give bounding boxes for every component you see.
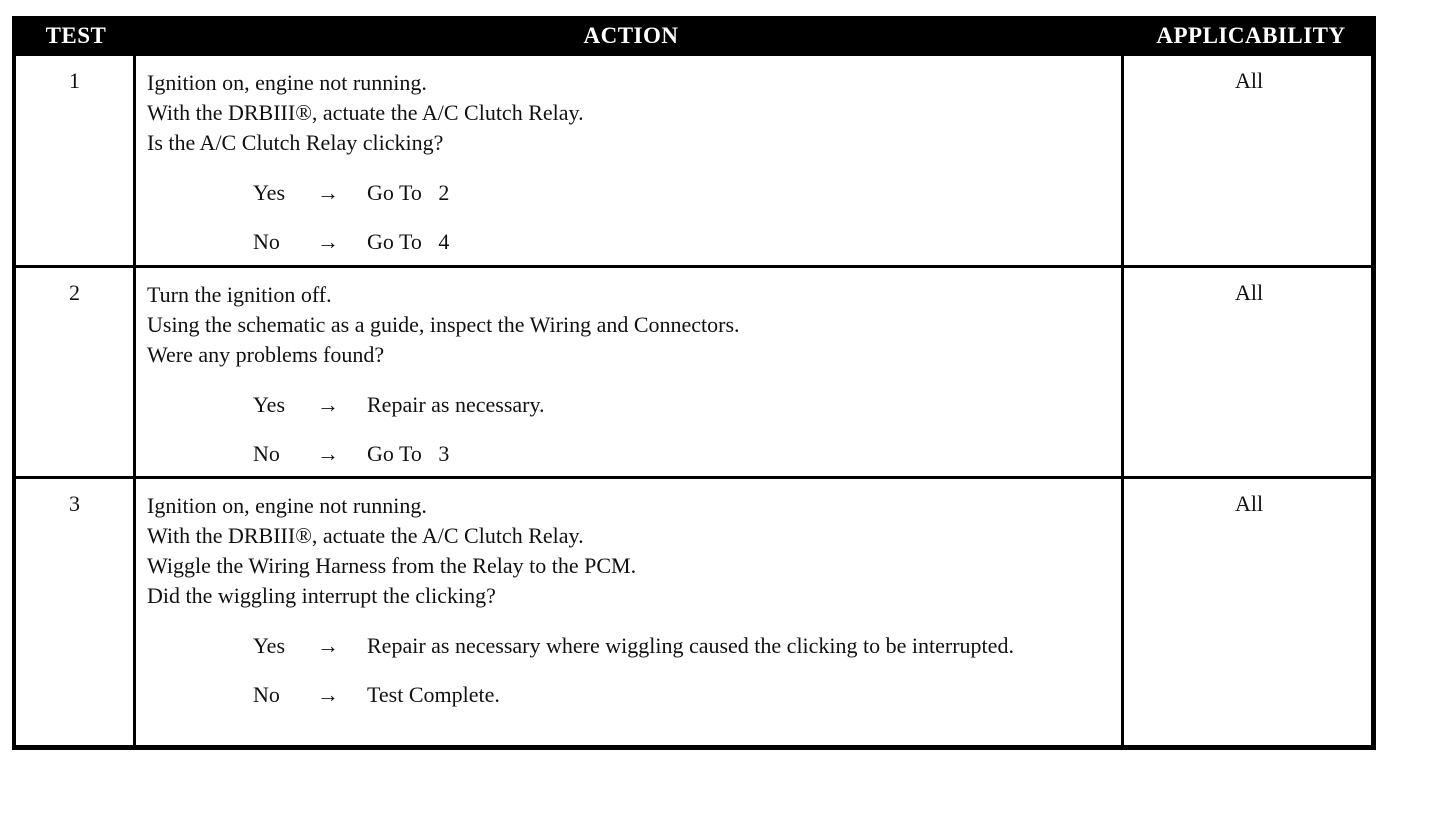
choice-yes xyxy=(253,631,1115,661)
action-line: With the DRBIII®, actuate the A/C Clutch Relay. xyxy=(147,523,584,548)
arrow-icon: → xyxy=(317,682,339,707)
choice-text: Go To 4 xyxy=(367,229,450,254)
choice-text: Repair as necessary. xyxy=(367,392,545,417)
test-number: 2 xyxy=(69,280,80,305)
arrow-icon: → xyxy=(317,392,339,417)
action-line: Using the schematic as a guide, inspect the Wiring and Connectors. xyxy=(147,312,740,337)
choice-text: Go To 3 xyxy=(367,441,450,466)
header-action: ACTION xyxy=(583,23,679,48)
choice-label: Yes xyxy=(253,633,286,658)
action-line: With the DRBIII®, actuate the A/C Clutch Relay. xyxy=(147,100,584,125)
choice-no xyxy=(253,439,1115,469)
arrow-icon: → xyxy=(317,441,339,466)
table-row xyxy=(16,479,1371,745)
choice-text: Go To 2 xyxy=(367,180,450,205)
action-line: Wiggle the Wiring Harness from the Relay to the PCM. xyxy=(147,553,637,578)
action-line: Is the A/C Clutch Relay clicking? xyxy=(147,130,444,155)
diagnostic-test-table xyxy=(12,16,1376,750)
test-number: 3 xyxy=(69,491,80,516)
arrow-icon: → xyxy=(317,180,339,205)
test-number: 1 xyxy=(69,68,80,93)
choice-label: No xyxy=(253,682,280,707)
choice-label: No xyxy=(253,441,280,466)
table-row xyxy=(16,268,1371,479)
column-divider xyxy=(133,56,136,745)
action-line: Ignition on, engine not running. xyxy=(147,70,427,95)
choice-list xyxy=(147,631,1115,710)
table-header xyxy=(16,16,1371,56)
action-line: Were any problems found? xyxy=(147,342,385,367)
action-cell xyxy=(147,491,1115,710)
choice-list xyxy=(147,390,1115,469)
action-line: Did the wiggling interrupt the clicking? xyxy=(147,583,496,608)
action-line: Ignition on, engine not running. xyxy=(147,493,427,518)
choice-label: Yes xyxy=(253,392,286,417)
applicability-cell: All xyxy=(1234,280,1264,305)
choice-list xyxy=(147,178,1115,257)
choice-yes xyxy=(253,178,1115,208)
applicability-cell: All xyxy=(1234,68,1264,93)
choice-label: Yes xyxy=(253,180,286,205)
choice-yes xyxy=(253,390,1115,420)
arrow-icon: → xyxy=(317,229,339,254)
header-applicability: APPLICABILITY xyxy=(1156,23,1346,48)
arrow-icon: → xyxy=(317,633,339,658)
choice-no xyxy=(253,227,1115,257)
applicability-cell: All xyxy=(1234,491,1264,516)
choice-text: Repair as necessary where wiggling caused the clicking to be interrupted. xyxy=(367,633,1014,658)
action-cell xyxy=(147,68,1115,257)
action-cell xyxy=(147,280,1115,469)
choice-text: Test Complete. xyxy=(367,682,500,707)
choice-label: No xyxy=(253,229,280,254)
table-row xyxy=(16,56,1371,268)
choice-no xyxy=(253,680,1115,710)
header-test: TEST xyxy=(45,23,107,48)
column-divider xyxy=(1121,56,1124,745)
action-line: Turn the ignition off. xyxy=(147,282,332,307)
